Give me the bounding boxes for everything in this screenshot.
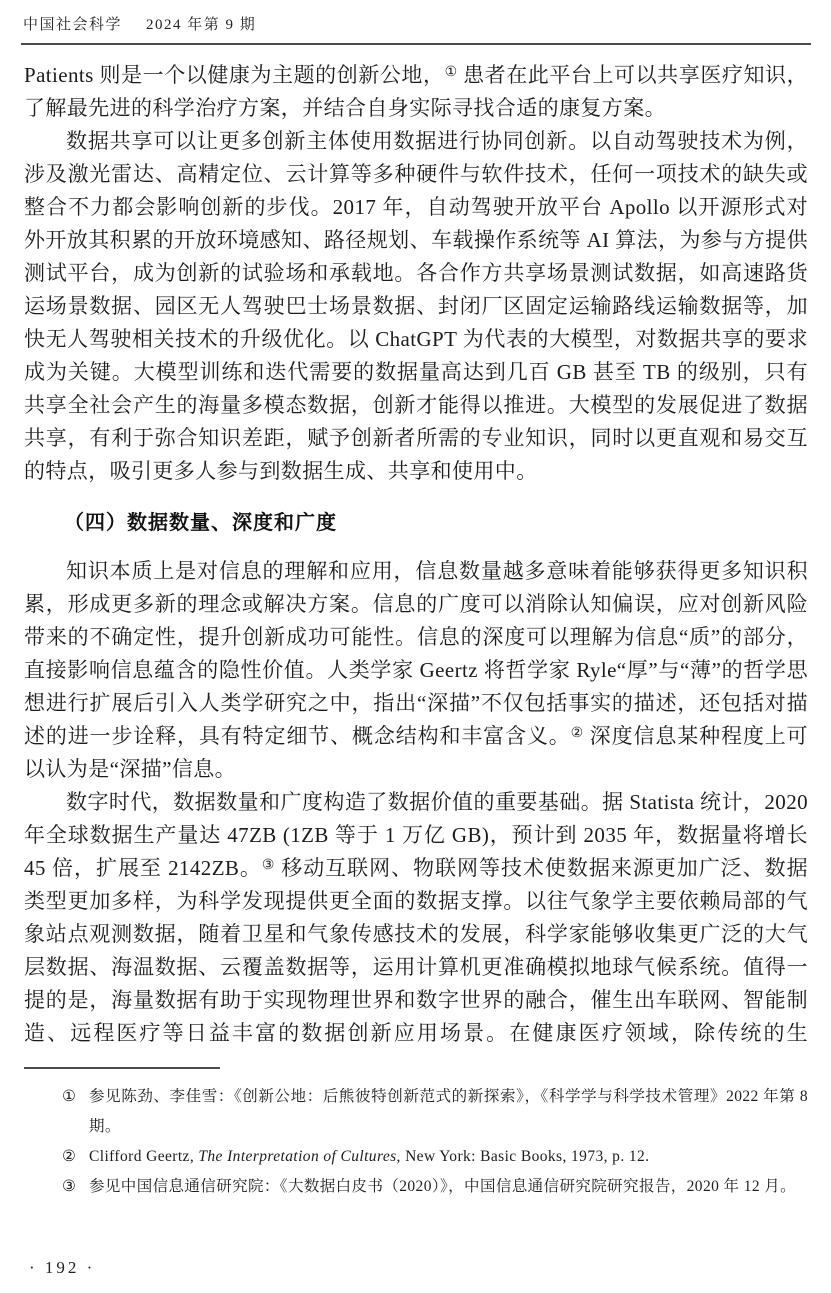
footnote-2	[24, 1142, 808, 1172]
page-number: · 192 ·	[29, 1258, 96, 1277]
footnote-2-publisher: , New York: Basic Books, 1973, p. 12.	[396, 1148, 650, 1165]
page-footer	[29, 1258, 95, 1278]
paragraph-knowledge-information	[24, 555, 808, 786]
section-heading-four: （四）数据数量、深度和广度	[64, 512, 337, 534]
footnote-ref-2: ②	[570, 726, 584, 741]
footnote-1	[24, 1082, 808, 1142]
paragraph-patients-commons	[24, 59, 808, 125]
paragraph-digital-era	[24, 786, 808, 1050]
paragraph-text: 深度信息某种程度上可以认为是“深描”信息。	[24, 724, 808, 781]
footnote-ref-1: ①	[444, 65, 458, 80]
footnote-ref-3: ③	[261, 858, 276, 873]
footnote-list	[24, 1082, 808, 1202]
footnote-3-text: 参见中国信息通信研究院：《大数据白皮书（2020）》，中国信息通信研究院研究报告，2020 年 12 月。	[89, 1178, 797, 1195]
footnote-separator-rule	[24, 1067, 220, 1069]
article-body	[0, 45, 831, 1050]
paragraph-text: 移动互联网、物联网等技术使数据来源更加广泛、数据类型更加多样，为科学发现提供更全面的数据支撑。以往气象学主要依赖局部的气象站点观测数据，随着卫星和气象传感技术的发展，科学家能够收集更广泛的大气层数据、海温数据、云覆盖数据等，运用计算机更准确模拟地球气候系统。值得一提的是，海量数据有助于实现物理世界和数字世界的融合，催生出车联网、智能制造、远程医疗等日益丰富的数据创新应用场景。在健康医疗领域，除传统的生	[24, 856, 808, 1045]
footnote-2-marker: ②	[62, 1148, 76, 1165]
footnote-1-text: 参见陈劲、李佳雪：《创新公地：后熊彼特创新范式的新探索》，《科学学与科学技术管理》2022 年第 8 期。	[89, 1088, 808, 1135]
paragraph-text: 数据共享可以让更多创新主体使用数据进行协同创新。以自动驾驶技术为例，涉及激光雷达、高精定位、云计算等多种硬件与软件技术，任何一项技术的缺失或整合不力都会影响创新的步伐。2017 年，自动驾驶开放平台 Apollo 以开源形式对外开放其积累的开放环境感知、路径规划、车载操作系统等 AI 算法，为参与方提供测试平台，成为创新的试验场和承载地。各合作方共享场景测试数据，如高速路货运场景数据、园区无人驾驶巴士场景数据、封闭厂区固定运输路线运输数据等，加快无人驾驶相关技术的升级优化。以 ChatGPT 为代表的大模型，对数据共享的要求成为关键。大模型训练和迭代需要的数据量高达到几百 GB 甚至 TB 的级别，只有共享全社会产生的海量多模态数据，创新才能得以推进。大模型的发展促进了数据共享，有利于弥合知识差距，赋予创新者所需的专业知识，同时以更直观和易交互的特点，吸引更多人参与到数据生成、共享和使用中。	[24, 129, 808, 483]
footnote-2-author: Clifford Geertz,	[89, 1148, 199, 1165]
running-head	[0, 0, 831, 36]
paragraph-text: 患者在此平台上可以共享医疗知识，了解最先进的科学治疗方案，并结合自身实际寻找合适的康复方案。	[24, 63, 808, 120]
footnote-3-marker: ③	[62, 1178, 76, 1195]
paragraph-text: 数字时代，数据数量和广度构造了数据价值的重要基础。据 Statista 统计，2020 年全球数据生产量达 47ZB (1ZB 等于 1 万亿 GB)，预计到 2035 年，数据量将增长 45 倍，扩展至 2142ZB。	[24, 790, 808, 880]
footnotes-section	[24, 1067, 808, 1202]
footnote-1-marker: ①	[62, 1088, 76, 1105]
footnote-3	[24, 1172, 808, 1202]
paragraph-text: Patients 则是一个以健康为主题的创新公地，	[24, 63, 445, 87]
footnote-2-text	[89, 1142, 808, 1172]
journal-title: 中国社会科学	[23, 17, 123, 33]
paragraph-data-sharing	[24, 125, 808, 488]
footnote-2-book-title: The Interpretation of Cultures	[198, 1148, 397, 1165]
paragraph-text: 知识本质上是对信息的理解和应用，信息数量越多意味着能够获得更多知识积累，形成更多新的理念或解决方案。信息的广度可以消除认知偏误，应对创新风险带来的不确定性，提升创新成功可能性。信息的深度可以理解为信息“质”的部分，直接影响信息蕴含的隐性价值。人类学家 Geertz 将哲学家 Ryle“厚”与“薄”的哲学思想进行扩展后引入人类学研究之中，指出“深描”不仅包括事实的描述，还包括对描述的进一步诠释，具有特定细节、概念结构和丰富含义。	[24, 559, 808, 748]
issue-label: 2024 年第 9 期	[146, 17, 257, 33]
